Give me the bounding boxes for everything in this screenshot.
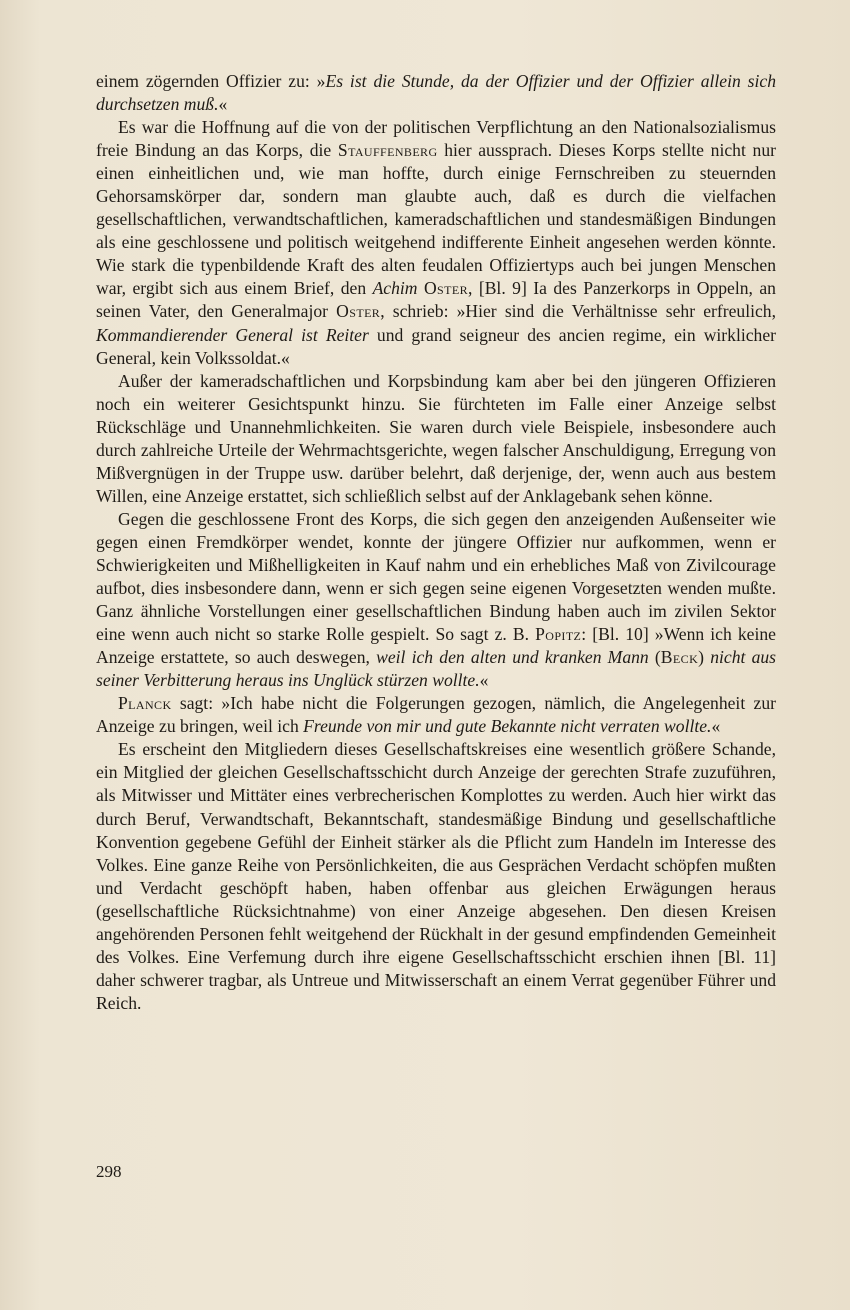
text-run: « [479, 670, 489, 691]
text-run: Es erscheint den Mitgliedern dieses Gesellschaftskreises eine wesentlich größere Schande, ein Mitglied der gleichen Gesellschaftsschicht durch Anzeige der gerechten Strafe zuzuführen, als Mitwisser und Mittäter eines verbrecherischen Komplottes zu werden. Auch hier wirkt das durch Beruf, Verwandtschaft, Bekanntschaft, standesmäßige Bindung und gesellschaftliche Konvention gegebene Gefühl der Einheit stärker als die Pflicht zum Handeln im Interesse des Volkes. Eine ganze Reihe von Persönlichkeiten, die aus Gesprächen Verdacht schöpfen mußten und Verdacht geschöpft haben, haben offenbar aus gleichen Erwägungen heraus (gesellschaftliche Rücksichtnahme) von einer Anzeige abgesehen. Den diesen Kreisen angehörenden Personen fehlt weitgehend der Rückhalt in der gesund empfindenden Gemeinheit des Volkes. Eine Verfemung durch ihre eigene Gesellschaftsschicht erschien ihnen [Bl. 11] daher schwerer tragbar, als Untreue und Mitwisserschaft an einem Verrat gegenüber Führer und Reich. [96, 739, 776, 1013]
paragraph [96, 370, 776, 508]
text-run: und grand seigneur des ancien regime, ein wirklicher General, kein Volkssoldat.« [96, 324, 777, 368]
italic-quote: Freunde von mir und gute Bekannte nicht verraten wollte. [303, 716, 712, 737]
name-small-caps: Popitz [535, 624, 582, 645]
text-run: hier aussprach. Dieses Korps stellte nicht nur einen einheitlichen und, wie man hoffte, durch einige Fernschreiben zu steuernden Gehorsamskörper dar, sondern man glaubte auch, daß es durch die vielfachen gesellschaftlichen, verwandtschaftlichen, kameradschaftlichen und standesmäßigen Bindungen als eine geschlossene und politisch weitgehend indifferente Einheit angesehen werden könnte. Wie stark die typenbildende Kraft des alten feudalen Offiziertyps auch bei jungen Menschen war, ergibt sich aus einem Brief, den [96, 140, 776, 299]
name-small-caps: Stauffenberg [337, 140, 438, 161]
italic-quote: Kommandierender General ist Reiter [96, 324, 369, 345]
name-small-caps: Beck [660, 647, 699, 668]
paragraph [96, 738, 776, 1015]
text-run: , schrieb: »Hier sind die Verhältnisse sehr erfreulich, [380, 301, 776, 322]
paragraph [96, 508, 776, 692]
text-run: ) [698, 647, 711, 668]
name-small-caps: Planck [118, 693, 172, 714]
italic-quote: Es ist die Stunde, da der Offizier und der Offizier allein sich durchsetzen muß. [96, 71, 776, 115]
text-run: , [Bl. 9] Ia des Panzerkorps in Oppeln, an seinen Vater, den Generalmajor [96, 278, 776, 322]
text-run: sagt: »Ich habe nicht die Folgerungen gezogen, nämlich, die Angelegenheit zur Anzeige zu bringen, weil ich [96, 693, 776, 737]
text-run: Es war die Hoffnung auf die von der politischen Verpflichtung an den Nationalsozialismus freie Bindung an das Korps, die [96, 117, 776, 161]
text-run: Gegen die geschlossene Front des Korps, die sich gegen den anzeigenden Außenseiter wie gegen einen Fremdkörper wendet, konnte der jüngere Offizier nur aufkommen, wenn er Schwierigkeiten und Mißhelligkeiten in Kauf nahm und ein erhebliches Maß von Zivilcourage aufbot, dies insbesondere dann, wenn er sich gegen seine eigenen Vorgesetzten wenden mußte. Ganz ähnliche Vorstellungen einer gesellschaftlichen Bindung haben auch im zivilen Sektor eine wenn auch nicht so starke Rolle gespielt. So sagt z. B. [96, 508, 776, 645]
body-text [96, 70, 776, 1015]
paragraph [96, 692, 776, 738]
italic-quote: nicht aus seiner Verbitterung heraus ins Unglück stürzen wollte. [96, 647, 777, 691]
italic-quote: Achim [372, 278, 418, 299]
italic-quote: weil ich den alten und kranken Mann [376, 647, 649, 668]
text-run: « [218, 94, 228, 115]
text-run: einem zögernden Offizier zu: » [96, 71, 326, 91]
text-run: ( [648, 647, 661, 668]
text-run: : [Bl. 10] »Wenn ich keine Anzeige erstattete, so auch deswegen, [96, 624, 776, 668]
name-small-caps: Oster [423, 278, 468, 299]
name-small-caps: Oster [336, 301, 381, 322]
paragraph [96, 116, 776, 370]
text-run: Außer der kameradschaftlichen und Korpsbindung kam aber bei den jüngeren Offizieren noch ein weiterer Gesichtspunkt hinzu. Sie fürchteten im Falle einer Anzeige selbst Rückschläge und Unannehmlichkeiten. Sie waren durch viele Beispiele, insbesondere auch durch zahlreiche Urteile der Wehrmachtsgerichte, wegen falscher Anschuldigung, Erregung von Mißvergnügen in der Truppe usw. darüber belehrt, daß derjenige, der, wenn auch aus bestem Willen, eine Anzeige erstattet, sich schließlich selbst auf der Anklagebank sehen könne. [96, 370, 776, 506]
paragraph [96, 70, 776, 116]
page-number: 298 [96, 1162, 122, 1181]
text-run: « [711, 716, 721, 737]
